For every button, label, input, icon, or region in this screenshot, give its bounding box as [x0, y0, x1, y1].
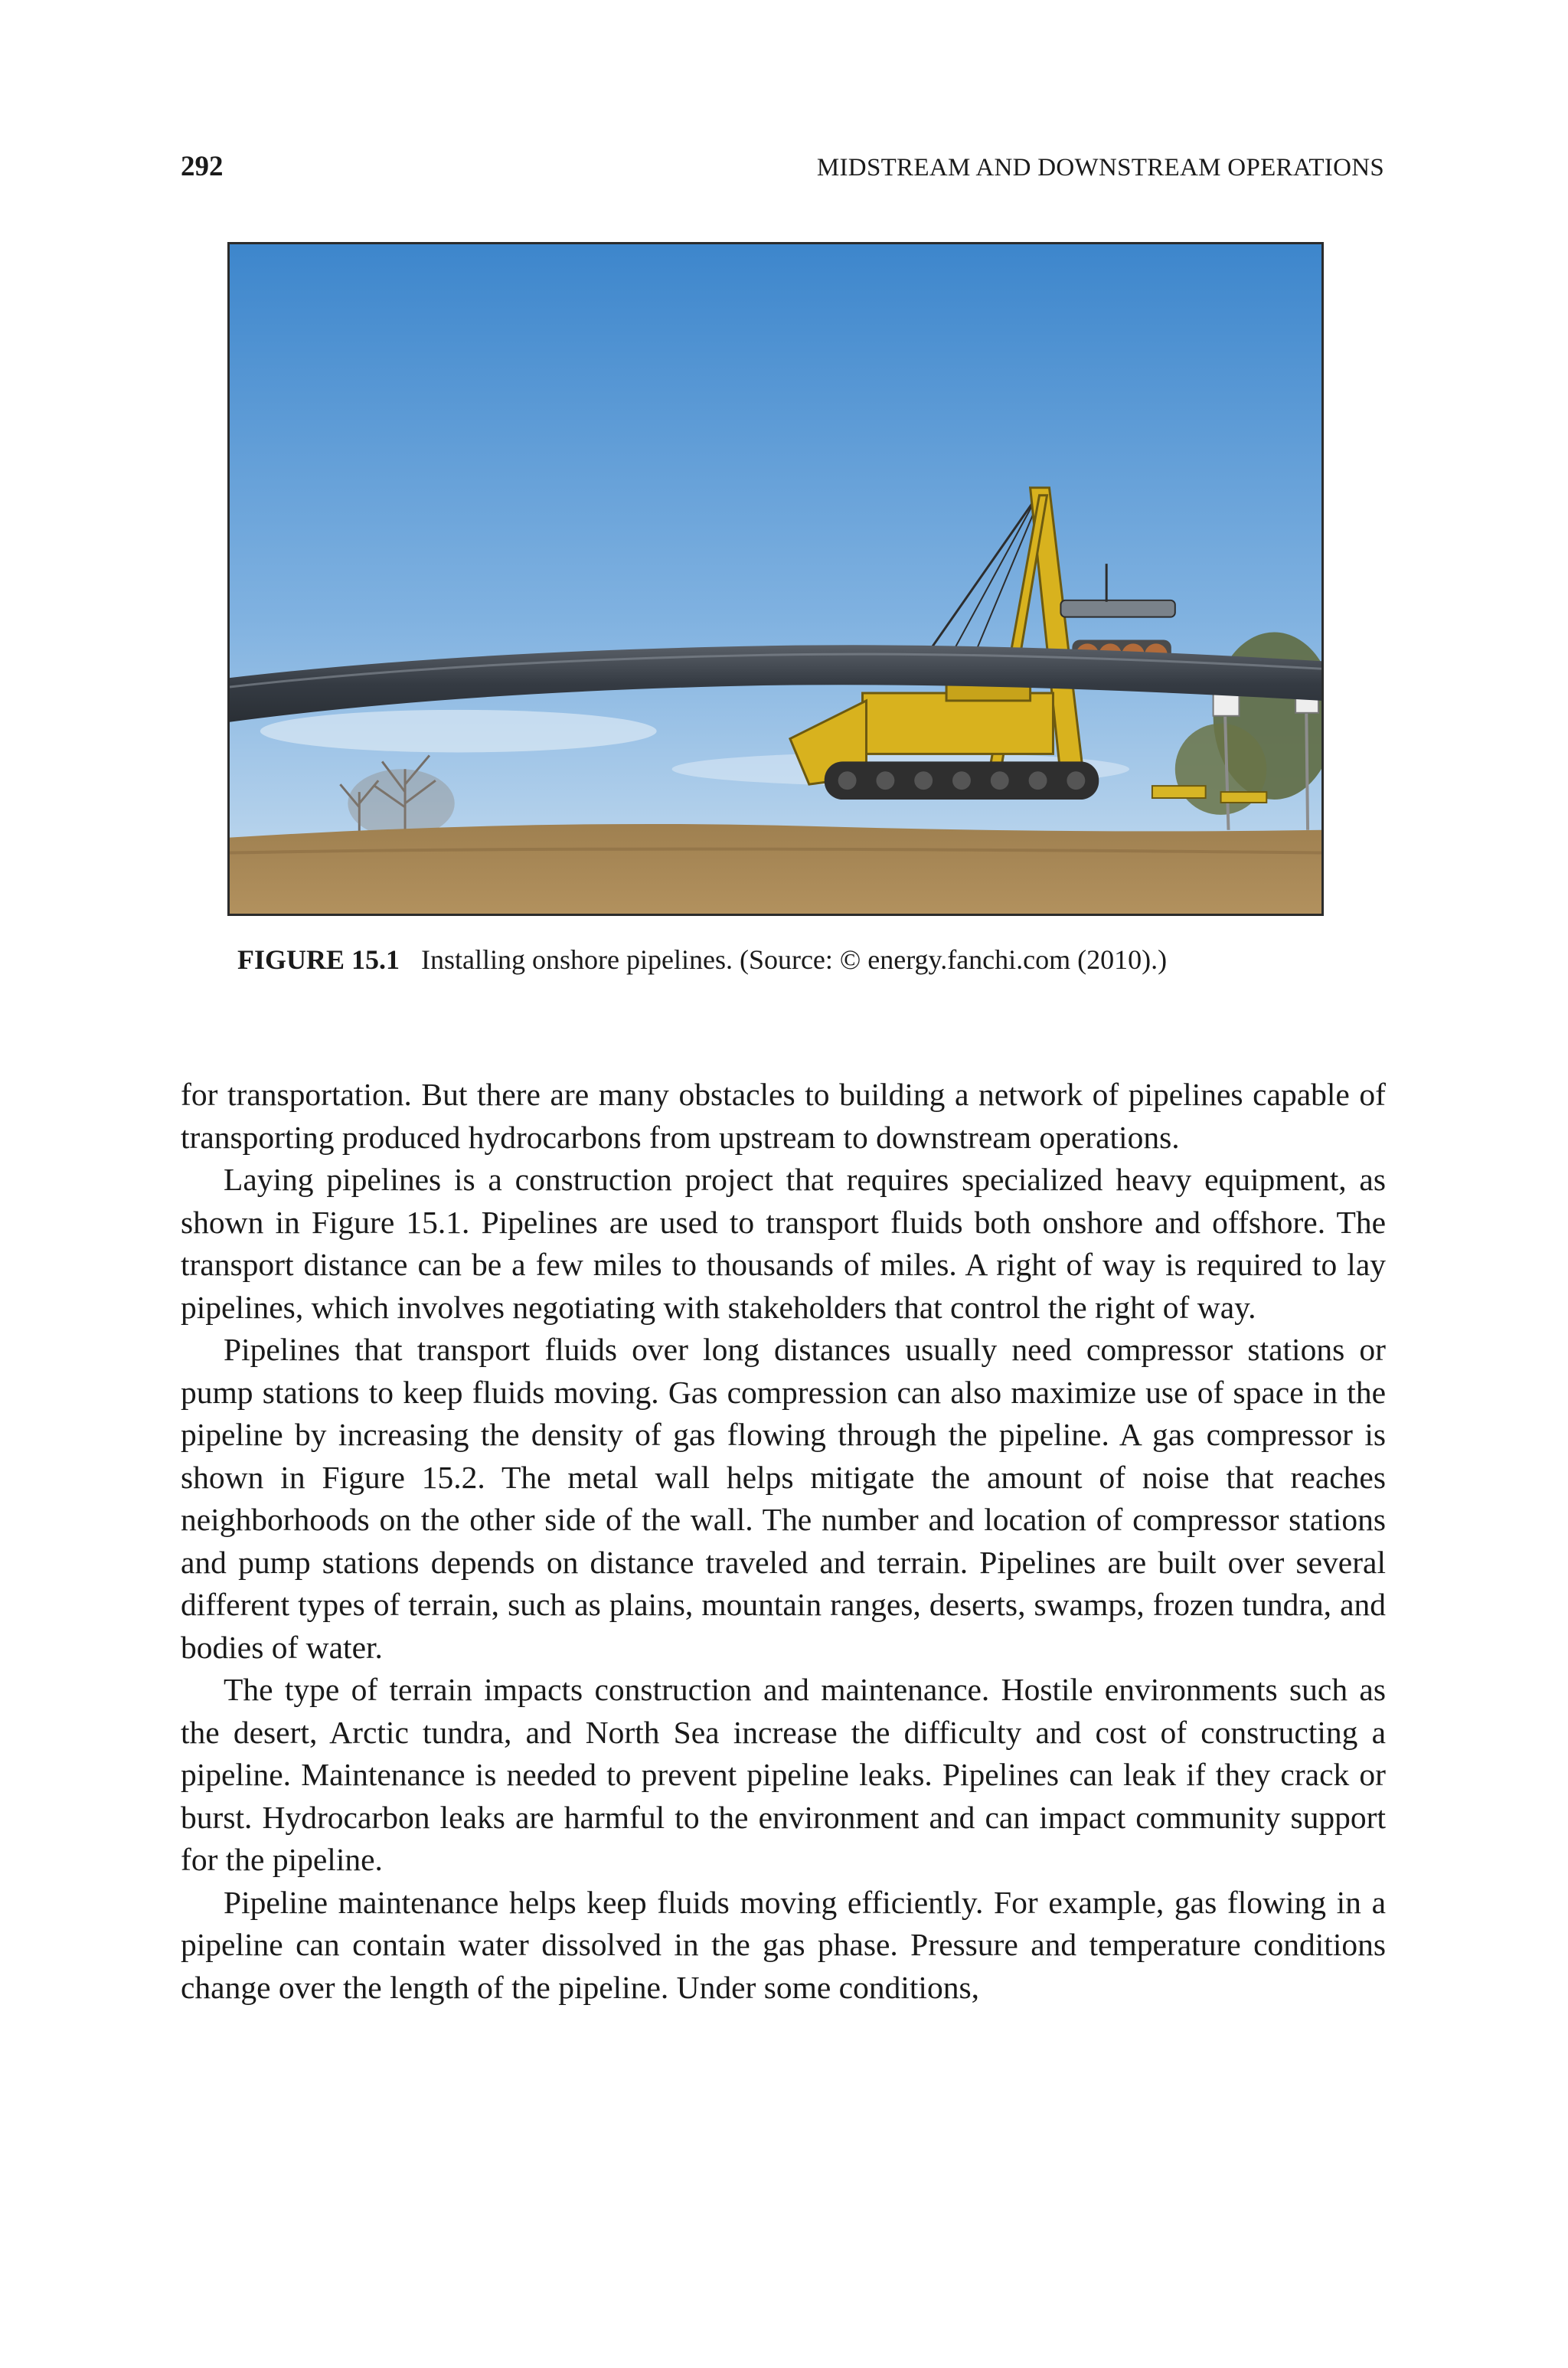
paragraph: The type of terrain impacts construction and maintenance. Hostile environments such as the desert, Arctic tundra, and North Sea increase the difficulty and cost of constructing a pipeline. Maintenance is needed to prevent pipeline leaks. Pipelines can leak if they crack or burst. Hydrocarbon leaks are harmful to the environment and can impact community support for the pipeline.	[181, 1672, 1386, 1877]
paragraph: for transportation. But there are many obstacles to building a network of pipelines capable of transporting produced hydrocarbons from upstream to downstream operations.	[181, 1077, 1386, 1155]
page-number: 292	[181, 151, 224, 182]
paragraph: Pipelines that transport fluids over long distances usually need compressor stations or pump stations to keep fluids moving. Gas compression can also maximize use of space in the pipeline by increasing the density of gas flowing through the pipeline. A gas compressor is shown in Figure 15.2. The metal wall helps mitigate the amount of noise that reaches neighborhoods on the other side of the wall. The number and location of compressor stations and pump stations depends on distance traveled and terrain. Pipelines are built over several different types of terrain, such as plains, mountain ranges, deserts, swamps, frozen tundra, and bodies of water.	[181, 1332, 1386, 1665]
running-title: MIDSTREAM AND DOWNSTREAM OPERATIONS	[816, 154, 1384, 182]
figure-label: FIGURE 15.1	[237, 944, 400, 975]
paragraph: Laying pipelines is a construction project that requires specialized heavy equipment, as shown in Figure 15.1. Pipelines are used to transport fluids both onshore and offshore. The transport distance can be a few miles to thousands of miles. A right of way is required to lay pipelines, which involves negotiating with stakeholders that control the right of way.	[181, 1162, 1386, 1325]
ground	[230, 824, 1321, 914]
figure-caption	[237, 944, 1386, 976]
paragraph: Pipeline maintenance helps keep fluids moving efficiently. For example, gas flowing in a pipeline can contain water dissolved in the gas phase. Pressure and temperature conditions change over the length of the pipeline. Under some conditions,	[181, 1884, 1386, 2005]
figure-photo-pipeline-installation	[227, 242, 1324, 916]
pipeline-photo-illustration	[230, 244, 1321, 914]
body-text	[181, 1074, 1386, 2009]
running-head	[181, 150, 1384, 196]
figure-caption-text: Installing onshore pipelines. (Source: © energy.fanchi.com (2010).)	[421, 944, 1168, 975]
